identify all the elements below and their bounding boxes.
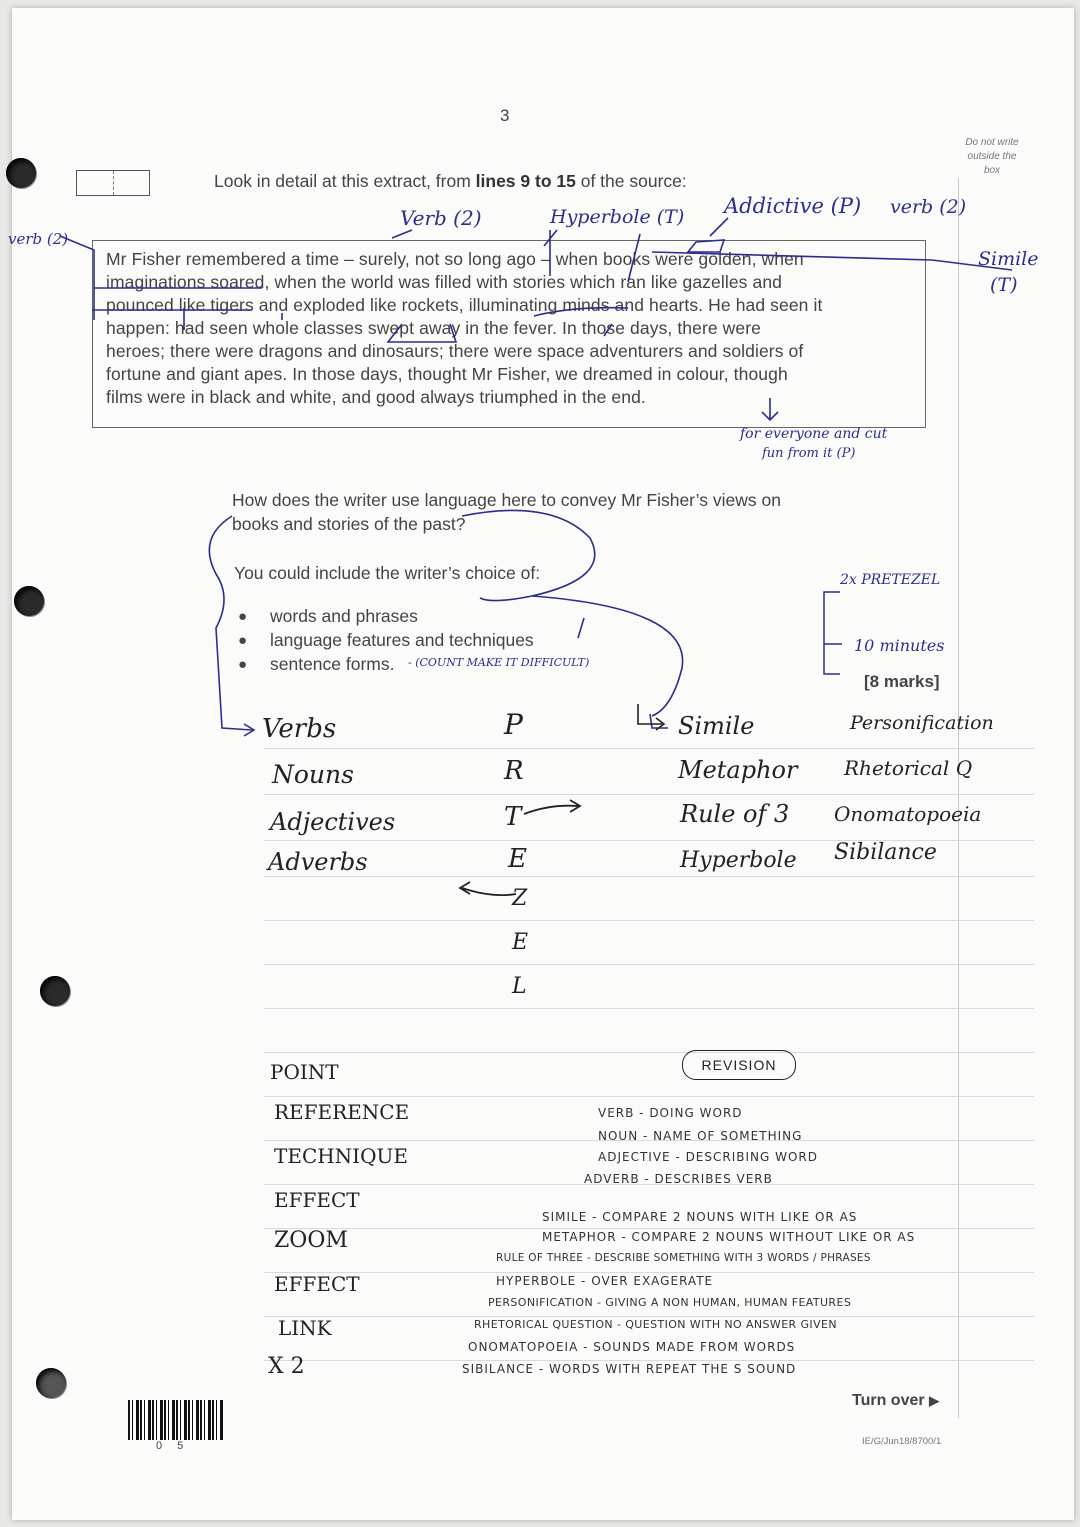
technique: Rule of 3 xyxy=(680,800,790,828)
reference-code: IE/G/Jun18/8700/1 xyxy=(862,1436,942,1447)
pretzel-word: LINK xyxy=(278,1316,332,1340)
bullet-item: words and phrases xyxy=(270,606,418,626)
annotation-simile-right: Simile xyxy=(978,248,1039,270)
revision-technique: RULE OF THREE - DESCRIBE SOMETHING WITH 3 WORDS / PHRASES xyxy=(496,1252,871,1264)
extract-line: films were in black and white, and good always triumphed in the end. xyxy=(106,387,646,407)
technique: Sibilance xyxy=(834,840,937,865)
turn-over-text: Turn over xyxy=(852,1392,925,1409)
annotation-verb-left: verb (2) xyxy=(8,230,69,248)
annotation-simile-right-t: (T) xyxy=(990,274,1018,296)
extract-line: pounced like tigers and exploded like rockets, illuminating minds and hearts. He had seen it xyxy=(106,295,823,315)
technique: Simile xyxy=(678,712,755,740)
annotation-addictive: Addictive (P) xyxy=(724,194,862,218)
pretzel-word: EFFECT xyxy=(274,1188,360,1212)
pretzel-letter: L xyxy=(512,974,527,999)
pretzel-letter: E xyxy=(508,844,527,874)
technique: Onomatopoeia xyxy=(834,802,982,826)
page-number: 3 xyxy=(500,106,510,125)
extract-line: heroes; there were dragons and dinosaurs; there were space adventurers and soldiers of xyxy=(106,341,804,361)
pretzel-letter: T xyxy=(504,802,522,832)
revision-technique: METAPHOR - COMPARE 2 NOUNS WITHOUT LIKE OR AS xyxy=(542,1230,916,1244)
word-class: Verbs xyxy=(262,714,337,744)
word-class: Adjectives xyxy=(270,808,396,836)
revision-technique: RHETORICAL QUESTION - QUESTION WITH NO ANSWER GIVEN xyxy=(474,1318,837,1331)
pretzel-letter: E xyxy=(512,930,529,955)
annotation-sentence-forms: - (COUNT MAKE IT DIFFICULT) xyxy=(408,656,590,669)
technique: Personification xyxy=(850,712,994,734)
revision-word-class: NOUN - NAME OF SOMETHING xyxy=(598,1129,803,1143)
question-prompt: How does the writer use language here to convey Mr Fisher’s views on xyxy=(232,490,781,510)
technique: Rhetorical Q xyxy=(844,756,973,780)
annotation-pretezel: 2x PRETEZEL xyxy=(840,572,941,588)
marks: [8 marks] xyxy=(864,672,940,691)
intro-text: Look in detail at this extract, from xyxy=(214,171,476,191)
annotation-pretzel-arrows xyxy=(432,788,612,908)
annotation-arrow xyxy=(632,702,672,732)
revision-word-class: VERB - DOING WORD xyxy=(598,1106,743,1120)
pretzel-word: X 2 xyxy=(268,1354,305,1379)
technique: Hyperbole xyxy=(680,848,797,873)
revision-word-class: ADJECTIVE - DESCRIBING WORD xyxy=(598,1150,819,1164)
annotation-fun-note: for everyone and cut xyxy=(740,426,888,442)
bullet-item: language features and techniques xyxy=(270,630,534,650)
punch-hole xyxy=(40,976,70,1006)
revision-technique: SIMILE - COMPARE 2 NOUNS WITH LIKE OR AS xyxy=(542,1210,858,1224)
play-arrow-icon: ▶ xyxy=(929,1393,940,1408)
pretzel-letter: R xyxy=(504,756,524,786)
question-prompt: books and stories of the past? xyxy=(232,514,466,534)
annotation-bracket xyxy=(816,586,856,686)
pretzel-word: EFFECT xyxy=(274,1272,360,1296)
intro-text: of the source: xyxy=(575,171,687,191)
turn-over xyxy=(852,1392,939,1410)
annotation-fun-note: fun from it (P) xyxy=(762,446,856,461)
revision-technique: SIBILANCE - WORDS WITH REPEAT THE S SOUND xyxy=(462,1362,797,1376)
revision-title-text: REVISION xyxy=(701,1057,777,1073)
revision-word-class: ADVERB - DESCRIBES VERB xyxy=(584,1172,773,1186)
pretzel-word: REFERENCE xyxy=(274,1100,410,1124)
extract-line: happen: had seen whole classes swept away in the fever. In those days, there were xyxy=(106,318,762,338)
word-class: Adverbs xyxy=(268,848,368,876)
punch-hole xyxy=(6,158,36,188)
bullet-dot: ● xyxy=(238,656,248,673)
annotation-verb-top: Verb (2) xyxy=(400,206,482,230)
exam-page xyxy=(8,8,1074,1520)
technique: Metaphor xyxy=(678,756,798,784)
annotation-pen-marks xyxy=(12,188,1074,428)
pretzel-letter: P xyxy=(504,708,523,741)
bullet-item: sentence forms. xyxy=(270,654,395,674)
punch-hole xyxy=(14,586,44,616)
word-class: Nouns xyxy=(272,760,354,789)
pretzel-word: ZOOM xyxy=(274,1228,348,1253)
pretzel-letter: Z xyxy=(512,886,528,911)
revision-technique: PERSONIFICATION - GIVING A NON HUMAN, HUMAN FEATURES xyxy=(488,1296,852,1309)
revision-technique: ONOMATOPOEIA - SOUNDS MADE FROM WORDS xyxy=(468,1340,796,1354)
could-include: You could include the writer’s choice of: xyxy=(234,563,541,583)
extract-line: imaginations soared, when the world was filled with stories which ran like gazelles and xyxy=(106,272,782,292)
barcode xyxy=(128,1400,224,1440)
pretzel-word: TECHNIQUE xyxy=(274,1144,408,1168)
pretzel-word: POINT xyxy=(270,1060,339,1084)
annotation-minutes: 10 minutes xyxy=(854,636,945,655)
barcode-number: 0 5 xyxy=(156,1440,190,1452)
annotation-hyperbole: Hyperbole (T) xyxy=(550,206,685,228)
revision-technique: HYPERBOLE - OVER EXAGERATE xyxy=(496,1274,714,1288)
extract-line: Mr Fisher remembered a time – surely, not so long ago – when books were golden, when xyxy=(106,249,804,269)
margin-note: Do not write outside the box xyxy=(965,137,1019,176)
punch-hole xyxy=(36,1368,66,1398)
revision-title xyxy=(682,1050,796,1080)
extract-line: fortune and giant apes. In those days, thought Mr Fisher, we dreamed in colour, though xyxy=(106,364,788,384)
intro-bold: lines 9 to 15 xyxy=(475,171,576,191)
bullet-dot: ● xyxy=(238,632,248,649)
annotation-verb-right: verb (2) xyxy=(890,196,967,218)
bullet-dot: ● xyxy=(238,608,248,625)
